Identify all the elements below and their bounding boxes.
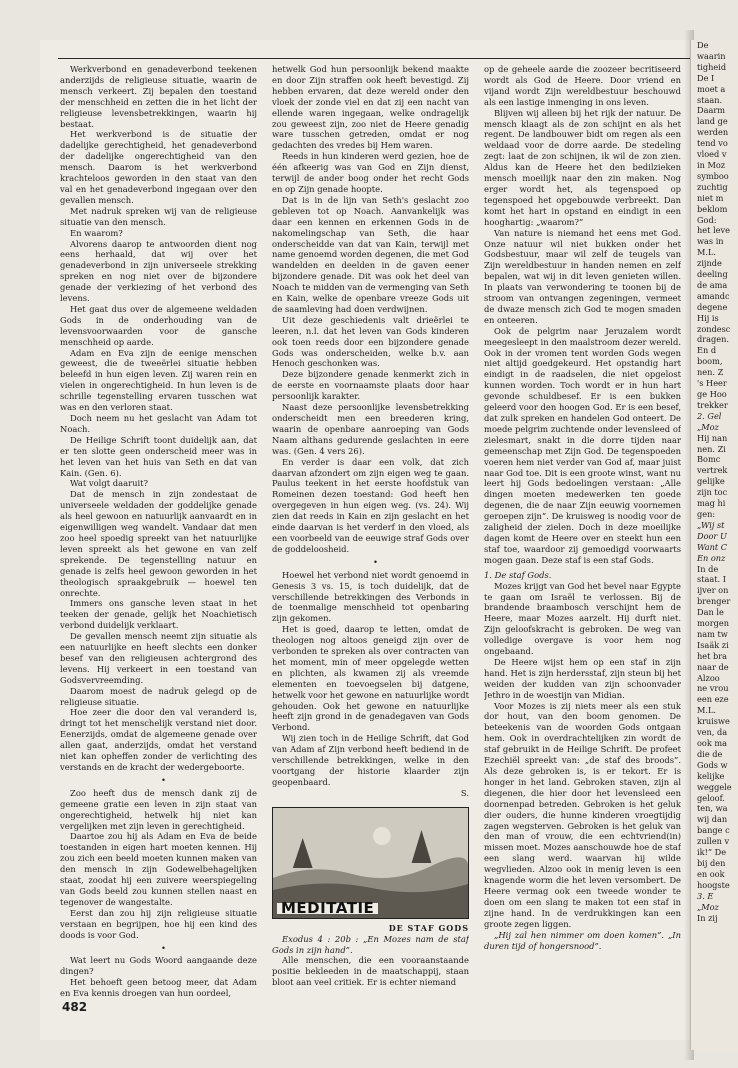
next-page-fragment: zullen v bbox=[697, 836, 730, 847]
next-page-fragment: „Wij st bbox=[697, 519, 725, 530]
next-page-fragment: naar de bbox=[697, 661, 729, 672]
section-heading: 1. De staf Gods. bbox=[484, 569, 552, 580]
next-page-fragment: en ook bbox=[697, 868, 725, 879]
paragraph: Wat volgt daaruit? bbox=[70, 478, 149, 489]
next-page-fragment: het leve bbox=[697, 225, 730, 236]
next-page-fragment: Gods w bbox=[697, 759, 728, 770]
section-separator: • bbox=[161, 942, 166, 953]
paragraph: De Heere wijst hem op een staf in zijn hand. Het is zijn herdersstaf, zijn steun bij het weiden der kudden van zijn schoonvader Jethro in de woestijn van Midian. bbox=[484, 656, 681, 700]
next-page-fragment: Alzoo bbox=[697, 672, 720, 683]
paragraph: Het is goed, daarop te letten, omdat de theologen nog altoos geneigd zijn over de verbonden te spreken als over contracten van het moment, min of meer opgelegde wetten en plichten, als kwamen zij als vreemde elementen en toevoegselen bij datgene, hetwelk voor het gewone en natuurlijke wordt gehouden. Ook het gewone en natuurlijke heeft zijn grond in de genadegaven van Gods Verbond. bbox=[272, 624, 469, 733]
meditatie-label: MEDITATIE bbox=[277, 903, 378, 914]
next-page-fragment: Hij is bbox=[697, 312, 719, 323]
next-page-fragment: Dan le bbox=[697, 607, 724, 618]
next-page-fragment: nam tw bbox=[697, 628, 728, 639]
paragraph: En waarom? bbox=[70, 227, 123, 238]
meditatie-header-image bbox=[272, 807, 469, 919]
next-page-fragment: staan. bbox=[697, 94, 723, 105]
next-page-fragment: zijn toc bbox=[697, 487, 728, 498]
next-page-fragment: in Moz bbox=[697, 159, 726, 170]
paragraph: Alvorens daarop te antwoorden dient nog eens herhaald, dat wij over het genadeverbond in zijn universeele strekking spreken en nog niet over de bijzondere genade der verkiezing of het verbond des levens. bbox=[60, 238, 257, 304]
next-page-fragment: M.L. bbox=[697, 247, 717, 258]
author-signature: S. bbox=[460, 787, 469, 798]
next-page-fragment: vloed v bbox=[697, 149, 727, 160]
paragraph: En verder is daar een volk, dat zich daarvan afzondert om zijn eigen weg te gaan. Paulus teekent in het eerste hoofdstuk van Romeinen dezen toestand: God heeft hen overgegeven in hun eigen weg. (vs. 24). Wij zien dat reeds in Kain en zijn geslacht en het einde daarvan is het verderf in den vloed, als een voorbeeld van de eeuwige straf Gods over de goddeloosheid. bbox=[272, 456, 469, 554]
paragraph: op de geheele aarde die zoozeer becritiseerd wordt als God de Heere. Door vriend en vijand wordt Zijn wereldbestuur beschouwd als een lastige inmenging in ons leven. bbox=[484, 64, 681, 107]
next-page-fragment: kelijke bbox=[697, 770, 725, 781]
next-page-fragment: kruiswe bbox=[697, 716, 730, 727]
next-page-fragment: „Moz bbox=[697, 901, 719, 912]
meditation-title: DE STAF GODS bbox=[388, 922, 469, 933]
next-page-fragment: deeling bbox=[697, 269, 728, 280]
next-page-fragment: ven, da bbox=[697, 727, 728, 738]
paragraph: Met nadruk spreken wij van de religieuse situatie van den mensch. bbox=[60, 205, 257, 227]
next-page-fragment: mag hi bbox=[697, 498, 726, 509]
paragraph: Alle menschen, die een vooraanstaande positie bekleeden in de maatschappij, staan bloot aan veel critiek. Er is echter niemand bbox=[272, 955, 469, 988]
next-page-fragment: 's Heer bbox=[697, 378, 727, 389]
next-page-fragment: was in bbox=[697, 236, 724, 247]
paragraph: Uit deze geschiedenis valt drieërlei te leeren, n.l. dat het leven van Gods kinderen ook toen reeds door een bijzondere genade Gods was onderscheiden, welke b.v. aan Henoch geschonken was. bbox=[272, 314, 469, 369]
next-page-fragment: brenger bbox=[697, 596, 731, 607]
paragraph: Mozes krijgt van God het bevel naar Egypte te gaan om Israël te verlossen. Bij de brandende braambosch verschijnt hem de Heere, maar Mozes aarzelt. Hij durft niet. Zijn geloofskracht is gebroken. De weg van volledige overgave is voor hem nog ongebaand. bbox=[484, 580, 681, 657]
next-page-fragment: Door U bbox=[697, 530, 727, 541]
paragraph: Daartoe zou hij als Adam en Eva de beide toestanden in eigen hart moeten kennen. Hij zou zich een beeld moeten kunnen maken van den mensch in zijn Godewelbehagelijken staat, zoodat hij een zuivere weerspiegeling van Gods beeld zou kunnen stellen naast en tegenover de wangestalte. bbox=[60, 831, 257, 907]
next-page-fragment: Daarm bbox=[697, 105, 726, 116]
paragraph: Wij zien toch in de Heilige Schrift, dat God van Adam af Zijn verbond heeft bediend in de verschillende betrekkingen, welke in den voortgang der historie klaarder zijn geopenbaard. bbox=[272, 733, 469, 787]
paragraph: Van nature is niemand het eens met God. Onze natuur wil niet bukken onder het Godsbestuur, maar wil zelf de teugels van Zijn wereldbestuur in handen nemen en zelf bepalen, wat wij in dit leven genieten willen. In plaats van verwondering te toonen bij de stroom van ontvangen zegeningen, vermeet de dwaze mensch zich God te mogen smaden en onteeren. bbox=[484, 227, 681, 325]
next-page-fragment: God: bbox=[697, 214, 717, 225]
next-page-fragment: De bbox=[697, 40, 709, 50]
section-separator: • bbox=[161, 774, 166, 785]
next-page-fragment: zuchtig bbox=[697, 181, 728, 192]
paragraph: Naast deze persoonlijke levensbetrekking onderscheidt men een breederen kring, waarin de openbare aanroeping van Gods Naam althans gedurende geslachten in eere was. (Gen. 4 vers 26). bbox=[272, 402, 469, 456]
next-page-fragment: land ge bbox=[697, 116, 728, 127]
next-page-fragment: Hij nan bbox=[697, 432, 728, 443]
paragraph: Adam en Eva zijn de eenige menschen geweest, die de tweeërlei situatie hebben beleefd in hun eigen leven. Zij waren rein en vielen in ongerechtigheid. In hun leven is de schrille tegenstelling ervaren tusschen wat was en den verloren staat. bbox=[60, 347, 257, 413]
next-page-fragment: Isaäk zi bbox=[697, 639, 729, 650]
paragraph: hetwelk God hun persoonlijk bekend maakte en door Zijn straffen ook heeft bevestigd. Zij hebben ervaren, dat deze wereld onder den vloek der zonde viel en dat zij een nacht van ellende waren ingegaan, welke ondragelijk zou geweest zijn, zoo niet de Heere genadig ware tusschen getreden, omdat er nog gedachten des vredes bij Hem waren. bbox=[272, 64, 469, 151]
next-page-fragment: In de bbox=[697, 563, 719, 574]
paragraph: Zoo heeft dus de mensch dank zij de gemeene gratie een leven in zijn staat van ongerechtigheid, hetwelk hij niet kan vergelijken met zijn leven in gerechtigheid. bbox=[60, 787, 257, 831]
paragraph: De gevallen mensch neemt zijn situatie als een natuurlijke en heeft slechts een donker besef van den religieusen achtergrond des levens. Hij verkeert in een toestand van Godsvervreemding. bbox=[60, 631, 257, 685]
next-page-fragment: gen: bbox=[697, 508, 716, 519]
paragraph: Voor Mozes is zij niets meer als een stuk dor hout, van den boom genomen. De beteekenis van de woorden Gods ontgaan hem. Ook in overdrachtelijken zin wordt de staf gebruikt in de Heilige Schrift. De profeet Ezechiël spreekt van: „de staf des broods”. Als deze gebroken is, is er tekort. Er is honger in het land. Gebroken staven, zijn al diegenen, die hier door het levensleed een doornenpad betreden. Gebroken is het geluk dier ouders, die hunne kinderen vroegtijdig zagen wegsterven. Gebroken is het geluk van den man of vrouw, die een echtvriend(in) missen moet. Mozes aanschouwde hoe de staf een slang werd. waarvan hij wilde wegvlieden. Alzoo ook in menig leven is een knagende worm die het leven versombert. De Heere vermag ook een tweede wonder te doen om een slang te maken tot een staf in zijne hand. In de verdrukkingen kan een groote zegen liggen. bbox=[484, 700, 681, 929]
next-page-fragment: staat. I bbox=[697, 574, 726, 585]
page-number: 482 bbox=[62, 1000, 88, 1014]
next-page-fragment: de ama bbox=[697, 279, 728, 290]
next-page-fragment: En onz bbox=[697, 552, 726, 563]
closing-quote: „Hij zal hen nimmer om doen komen”. „In duren tijd of hongersnood”. bbox=[484, 929, 681, 951]
next-page-fragment: weggele bbox=[697, 781, 732, 792]
next-page-fragment: werden bbox=[697, 127, 729, 138]
next-page-fragment: ten, wa bbox=[697, 803, 728, 814]
next-page-fragment: het bra bbox=[697, 650, 728, 661]
next-page-fragment: morgen bbox=[697, 618, 729, 629]
next-page-fragment: Want C bbox=[697, 541, 728, 552]
next-page-edge bbox=[690, 40, 738, 1050]
next-page-fragment: ijver on bbox=[697, 585, 729, 596]
paragraph: Hoe zeer die door den val veranderd is, dringt tot het menschelijk verstand niet door. Eenerzijds, omdat de algemeene genade over allen gaat, anderzijds, omdat het verstand niet kan opheffen zonder de verlichting des verstands en de kracht der wedergeboorte. bbox=[60, 707, 257, 772]
next-page-fragment: ook ma bbox=[697, 738, 728, 748]
next-page-fragment: hoogste bbox=[697, 879, 730, 890]
next-page-fragment: ne vrou bbox=[697, 683, 729, 694]
next-page-fragment: wij dan bbox=[697, 814, 728, 825]
next-page-fragment: amandc bbox=[697, 290, 730, 301]
next-page-fragment: Bomc bbox=[697, 454, 721, 465]
paragraph: Doch neem nu het geslacht van Adam tot Noach. bbox=[60, 413, 257, 434]
paragraph: Het behoeft geen betoog meer, dat Adam en Eva kennis droegen van hun oordeel, bbox=[60, 977, 257, 999]
next-page-fragment: gelijke bbox=[697, 476, 725, 487]
next-page-fragment: zijnde bbox=[697, 258, 722, 269]
next-page-fragment: „Moz bbox=[697, 421, 719, 432]
next-page-fragment: En d bbox=[697, 345, 717, 356]
next-page-fragment: nen. Zi bbox=[697, 443, 726, 454]
bible-verse: Exodus 4 : 20b : „En Mozes nam de staf Gods in zijn hand”. bbox=[272, 933, 469, 955]
paragraph: Het gaat dus over de algemeene weldaden Gods in de onderhouding van de levensvoorwaarden voor de gansche menschheid op aarde. bbox=[60, 303, 257, 347]
next-page-fragment: beklom bbox=[697, 203, 728, 214]
column-3 bbox=[484, 64, 681, 1024]
next-page-fragment: symboo bbox=[697, 170, 729, 181]
next-page-fragment: bange c bbox=[697, 825, 730, 836]
next-page-fragment: moet a bbox=[697, 83, 726, 94]
paragraph: Dat de mensch in zijn zondestaat de universeele weldaden der goddelijke genade als heel gewoon en natuurlijk aanvaardt en in eigenwilligen weg wandelt. Vandaar dat men zoo heel spoedig spreekt van het natuurlijke leven spreekt als het gewone en van zelf sprekende. De tegenstelling natuur en genade is zelfs heel gewoon geworden in het theologisch spraakgebruik — hoewel ten onrechte. bbox=[60, 489, 257, 598]
paragraph: Werkverbond en genadeverbond teekenen anderzijds de religieuse situatie, waarin de mensch verkeert. Zij bepalen den toestand der menschheid en zetten die in het licht der religieuse levensbetrekkingen, waarin hij bestaat. bbox=[60, 64, 257, 129]
paragraph: Dat is in de lijn van Seth's geslacht zoo gebleven tot op Noach. Aanvankelijk was daar een kennen en erkennen Gods in de nakomelingschap van Seth, die haar onderscheidde van dat van Kain, terwijl met name genoemd worden degenen, die met God wandelden en deelden in de gaven eener bijzondere genade. Dit was ook het deel van Noach te midden van de vermenging van Seth en Kain, welke de openbare vreeze Gods uit de saamleving had doen verdwijnen. bbox=[272, 194, 469, 314]
paragraph: De Heilige Schrift toont duidelijk aan, dat er ten slotte geen onderscheid meer was in het leven van het huis van Seth en dat van Kain. (Gen. 6). bbox=[60, 434, 257, 478]
next-page-fragment: 3. E bbox=[697, 890, 714, 901]
paragraph: Daarom moest de nadruk gelegd op de religieuse situatie. bbox=[60, 685, 257, 707]
column-1 bbox=[60, 64, 257, 1024]
next-page-fragment: nen. Z bbox=[697, 367, 724, 378]
paragraph: Ook de pelgrim naar Jeruzalem wordt meegesleept in den maalstroom dezer wereld. Ook in der vromen tent worden Gods wegen niet altijd goedgekeurd. Het opstandig hart eindigt in de raadselen, die niet opgelost kunnen worden. Toch wordt er in hun hart gevonde schuldbesef. Er is een bukken geleerd voor den hoogen God. Er is een besef, dat zulk spreken en handelen God onteert. De moede pelgrim zuchtende onder levensleed of zielesmart, snakt in die dorre tijden naar gemeenschap met Zijn God. De tegenspoeden voeren hem niet verder van God af, maar juist naar God toe. Dit is een groote winst, want nu leert hij Gods bedoelingen verstaan: „Alle dingen moeten medewerken ten goede degenen, die de naar Zijn eeuwig voornemen geroepen zijn”. De kruisweg is noodig voor de zaligheid der zielen. Doch in deze moeilijke dagen komt de Heere over en steekt hun een staf toe, waardoor zij gemoedigd voorwaarts mogen gaan. Deze staf is een staf Gods. bbox=[484, 325, 681, 565]
paragraph: Reeds in hun kinderen werd gezien, hoe de één afkeerig was van God en Zijn dienst, terwijl de ander boog onder het recht Gods en op Zijn genade hoopte. bbox=[272, 151, 469, 194]
next-page-fragment: waarin bbox=[697, 50, 726, 61]
next-page-fragment: In zij bbox=[697, 912, 718, 923]
next-page-fragment: een eze bbox=[697, 694, 729, 705]
next-page-fragment: die de bbox=[697, 748, 723, 759]
paragraph: Blijven wij alleen bij het rijk der natuur. De mensch klaagt als de zon schijnt en als het regent. De landbouwer bidt om regen als een weldaad voor de dorre aarde. De stedeling zegt: laat de zon schijnen, ik wil de zon zien. Aldus kan de Heere het den bedilzieken mensch moeilijk naar den zin maken. Nog erger wordt het, als tegenspoed op tegenspoed het opgebouwde verbreekt. Dan komt het hart in opstand en eindigt in een hooghartig: „waarom?” bbox=[484, 107, 681, 227]
next-page-fragment: trekker bbox=[697, 399, 728, 410]
next-page-fragment: tend vo bbox=[697, 138, 728, 149]
next-page-fragment: boom, bbox=[697, 356, 723, 367]
next-page-fragment: ge Hoo bbox=[697, 389, 727, 399]
next-page-fragment: geloof. bbox=[697, 792, 725, 803]
next-page-fragment: niet m bbox=[697, 192, 724, 203]
next-page-fragment: degene bbox=[697, 301, 728, 312]
next-page-fragment: bij den bbox=[697, 857, 726, 868]
next-page-fragment: dragen. bbox=[697, 334, 729, 345]
section-separator: • bbox=[373, 556, 378, 567]
paragraph: Hoewel het verbond niet wordt genoemd in Genesis 3 vs. 15, is toch duidelijk, dat de verschillende betrekkingen des Verbonds in de toenmalige menschheid tot openbaring zijn gekomen. bbox=[272, 569, 469, 624]
column-2 bbox=[272, 64, 469, 1024]
next-page-fragment: ik!” De bbox=[697, 847, 727, 858]
next-page-fragment: zondesc bbox=[697, 323, 731, 334]
paragraph: Deze bijzondere genade kenmerkt zich in de eerste en voornaamste plaats door haar persoonlijk karakter. bbox=[272, 369, 469, 402]
next-page-fragment: vertrek bbox=[697, 465, 728, 476]
top-rule bbox=[58, 58, 698, 59]
next-page-fragment: tigheid bbox=[697, 61, 727, 72]
paragraph: Eerst dan zou hij zijn religieuse situatie verstaan en begrijpen, hoe hij een kind des doods is voor God. bbox=[60, 907, 257, 940]
paragraph: Immers ons gansche leven staat in het teeken der genade, gelijk het Noachietisch verbond duidelijk verklaart. bbox=[60, 598, 257, 631]
next-page-fragment: De I bbox=[697, 72, 715, 83]
paragraph: Wat leert nu Gods Woord aangaande deze dingen? bbox=[60, 955, 257, 977]
paragraph: Het werkverbond is de situatie der dadelijke gerechtigheid, het genadeverbond der dadelijke ongerechtigheid van den mensch. Daarom is het werkverbond krachteloos geworden in den staat van den val en het genadeverbond ingegaan over den gevallen mensch. bbox=[60, 129, 257, 205]
next-page-fragment: 2. Gel bbox=[697, 410, 722, 421]
next-page-fragment: M.L. bbox=[697, 705, 717, 716]
